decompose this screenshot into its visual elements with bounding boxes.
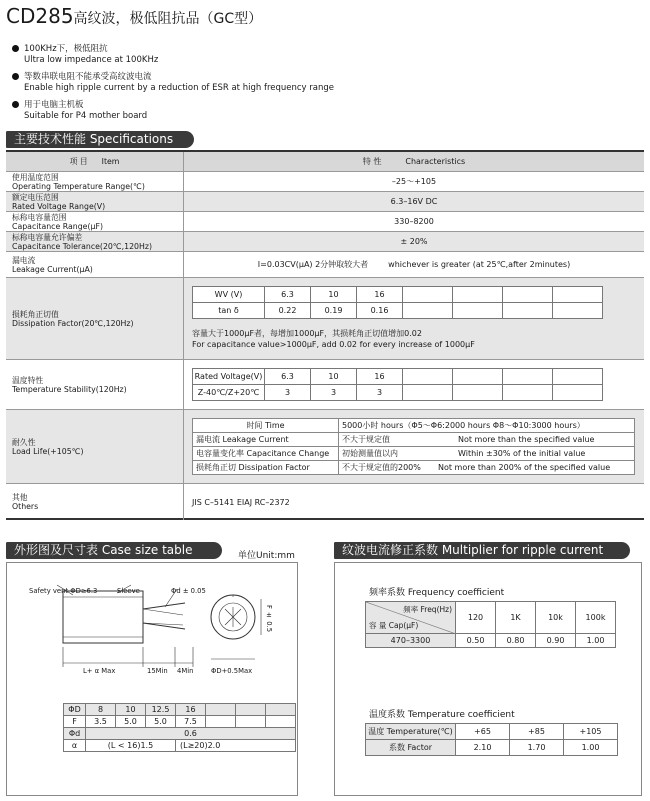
df-table: WV (V) 6.3 10 16 tan δ 0.22 0.19 0.16: [192, 286, 603, 319]
model-name: CD285: [6, 4, 74, 28]
label-4min: 4Min: [177, 667, 194, 675]
df-note-cn: 容量大于1000μF者，每增加1000μF，其损耗角正切值增加0.02: [192, 329, 422, 338]
temp-coef-title: 温度系数 Temperature coefficient: [369, 710, 515, 720]
case-section-title: 外形图及尺寸表 Case size table: [6, 542, 222, 559]
spec-row-load-life: 耐久性 Load Life(+105℃) 时间 Time 5000小时 hours（Φ5～Φ6:2000 hours Φ8～Φ10:3000 hours） 漏电流 Leakage Current 不大于规定值 Not more than the specified value 电容量变化率 Capacitance Change 初始测量值以内 Within ±30% of the initial value 损耗角正切 Dissipation Factor 不大于规定值的200% Not more than 200% of the specified value: [6, 410, 644, 484]
label-safety-vent: Safety vent ΦD≥6.3: [29, 587, 98, 595]
spec-row-temp-range: 使用温度范围 Operating Temperature Range(℃) –25～+105: [6, 172, 644, 192]
spec-row-stability: 温度特性 Temperature Stability(120Hz) Rated Voltage(V) 6.3 10 16 Z-40℃/Z+20℃ 3 3 3: [6, 360, 644, 410]
bullet-icon: [12, 73, 19, 80]
label-15min: 15Min: [147, 667, 168, 675]
spec-row-tolerance: 标称电容量允许偏差 Capacitance Tolerance(20℃,120Hz) ± 20%: [6, 232, 644, 252]
spec-row-dissipation: 损耗角正切值 Dissipation Factor(20℃,120Hz) WV (V) 6.3 10 16 tan δ 0.22 0.19 0.16 容量大于1000μF者，每增加1000μF，其损耗角正切值增加0.02 For capacitance value>1000μF, add 0.02 for every increase of 1000μF: [6, 278, 644, 360]
bullet-icon: [12, 45, 19, 52]
freq-coef-title: 频率系数 Frequency coefficient: [369, 588, 505, 598]
label-f-pitch: F ± 0.5: [265, 605, 273, 633]
spec-row-voltage: 额定电压范围 Rated Voltage Range(V) 6.3–16V DC: [6, 192, 644, 212]
ripple-section-title: 纹波电流修正系数 Multiplier for ripple current: [334, 542, 630, 559]
case-size-table: ΦD 8 10 12.5 16 F 3.5 5.0 5.0 7.5 Φd 0.6 α (L < 16)1.5 (L≥20)2.0: [63, 703, 296, 752]
spec-row-others: 其他 Others JIS C–5141 EIAJ RC–2372: [6, 484, 644, 520]
label-l-max: L+ α Max: [83, 667, 116, 675]
label-lead-dia: Φd ± 0.05: [171, 587, 206, 595]
unit-label: 单位Unit:mm: [238, 551, 295, 561]
label-sleeve: Sleeve: [117, 587, 140, 595]
others-value: JIS C–5141 EIAJ RC–2372: [192, 498, 290, 507]
life-table: 时间 Time 5000小时 hours（Φ5～Φ6:2000 hours Φ8～Φ10:3000 hours） 漏电流 Leakage Current 不大于规定值 Not more than the specified value 电容量变化率 Capacitance Change 初始测量值以内 Within ±30% of the initial value 损耗角正切 Dissipation Factor 不大于规定值的200% Not more than 200% of the specified value: [192, 418, 635, 475]
case-panel: [6, 562, 298, 796]
model-subtitle: 高纹波，极低阻抗品（GC型）: [73, 11, 263, 27]
label-d-max: ΦD+0.5Max: [211, 667, 253, 675]
spec-table: [6, 150, 644, 520]
spec-row-leakage: 漏电流 Leakage Current(μA) I=0.03CV(μA) 2分钟取较大者 whichever is greater (at 25℃,after 2minutes): [6, 252, 644, 278]
bullet-icon: [12, 101, 19, 108]
ripple-panel: [334, 562, 642, 796]
spec-header-row: 项 目 Item 特 性 Characteristics: [6, 152, 644, 172]
freq-coef-table: 频率 Freq(Hz) 容 量 Cap(μF) 120 1K 10k 100k 470–3300 0.50 0.80 0.90 1.00: [365, 601, 616, 648]
page-title: [6, 4, 262, 28]
temp-coef-table: 温度 Temperature(℃) +65 +85 +105 系数 Factor 2.10 1.70 1.00: [365, 723, 618, 756]
df-note-en: For capacitance value>1000μF, add 0.02 for every increase of 1000μF: [192, 340, 475, 349]
spec-section-title: 主要技术性能 Specifications: [6, 131, 194, 148]
feature-3: 用于电脑主机板 Suitable for P4 mother board: [24, 100, 147, 122]
stability-table: Rated Voltage(V) 6.3 10 16 Z-40℃/Z+20℃ 3 3 3: [192, 368, 603, 401]
spec-row-capacitance: 标称电容量范围 Capacitance Range(μF) 330–8200: [6, 212, 644, 232]
feature-2: 等数串联电阻不能承受高纹波电流 Enable high ripple current by a reduction of ESR at high frequency range: [24, 72, 334, 94]
feature-1: 100KHz下，极低阻抗 Ultra low impedance at 100KHz: [24, 44, 158, 66]
